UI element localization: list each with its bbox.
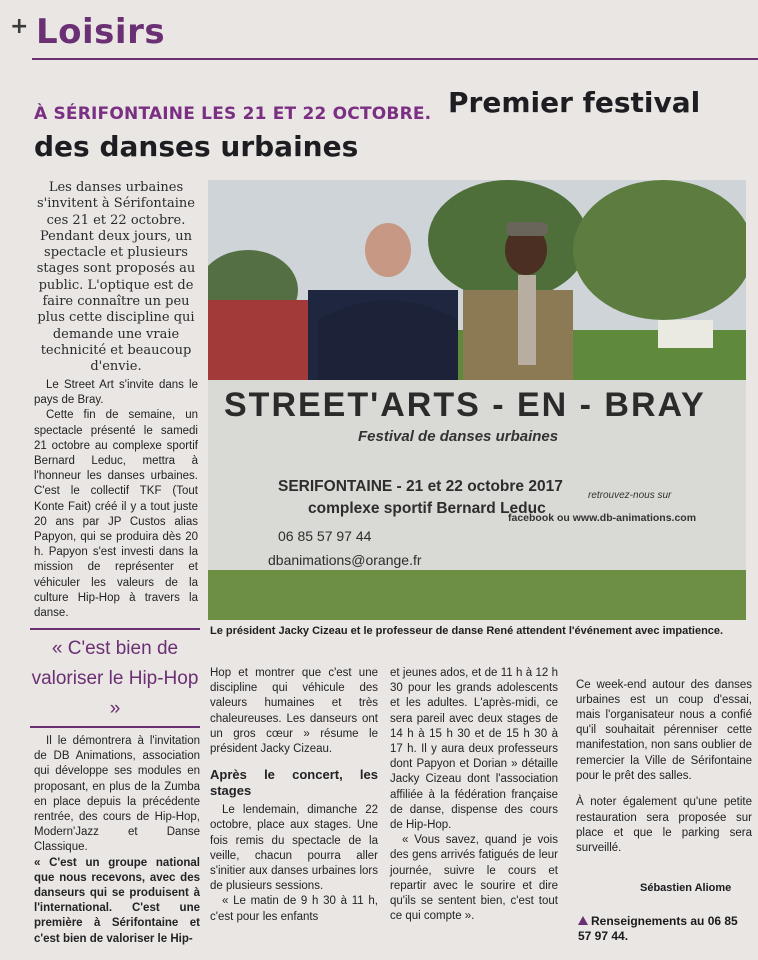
banner-phone: 06 85 57 97 44 (278, 528, 372, 544)
kicker: À SÉRIFONTAINE LES 21 ET 22 OCTOBRE. (34, 104, 432, 124)
banner-title: STREET'ARTS - EN - BRAY (224, 386, 706, 424)
banner-web-2: facebook ou www.db-animations.com (508, 512, 697, 524)
byline: Sébastien Aliome (640, 882, 732, 894)
banner-line-2: complexe sportif Bernard Leduc (308, 500, 546, 517)
column-2 (210, 666, 378, 925)
lead-paragraph: Les danses urbaines s'invitent à Sérifontaine ces 21 et 22 octobre. Pendant deux jours, un spectacle et plusieurs stages sont proposés au public. L'optique est de faire connaître un peu plus cette discipline qui demande une vraie technicité et beaucoup d'envie. (36, 180, 196, 375)
info-line (578, 914, 754, 944)
paragraph: Hop et montrer que c'est une discipline qui véhicule des valeurs humaines et très chaleureuses. Les danseurs ont un gros cœur » résume le président Jacky Cizeau. (210, 667, 378, 756)
paragraph: et jeunes ados, et de 11 h à 12 h 30 pour les grands adolescents et les adultes. L'après-midi, ce sera pareil avec deux stages de 14 h à 15 h 30 et de 15 h 30 à 17 h. Il y aura deux professeurs dont Papyon et Dorian » détaille Jacky Cizeau dont l'association affiliée à la fédération française de danse, dispense des cours de Hip-Hop. (390, 667, 558, 832)
section-plus: + (10, 14, 29, 39)
paragraph: Le lendemain, dimanche 22 octobre, place aux stages. Une fois remis du spectacle de la veille, chacun pourra aller s'initier aux danses urbaines lors de plusieurs sessions. (210, 804, 378, 893)
section-rule (32, 58, 758, 60)
banner-email: dbanimations@orange.fr (268, 552, 422, 568)
headline-line-1: Premier festival (448, 86, 701, 119)
paragraph: « Le matin de 9 h 30 à 11 h, c'est pour les enfants (210, 895, 378, 923)
section-title: Loisirs (36, 12, 166, 52)
paragraph: À noter également qu'une petite restauration sera proposée sur place et que le parking sera surveillé. (576, 796, 752, 855)
article-photo (208, 180, 746, 620)
info-text: Renseignements au 06 85 57 97 44. (578, 914, 738, 943)
paragraph: Il le démontrera à l'invitation de DB Animations, association qui développe ses modules en proposant, en plus de la Zumba en place depuis la précédente rentrée, des cours de Hip-Hop, Modern'Jazz et Danse Classique. (34, 735, 200, 854)
triangle-icon (578, 916, 588, 925)
paragraph: Cette fin de semaine, un spectacle présenté le samedi 21 octobre au complexe sportif Bernard Leduc, mettra à l'honneur les danses urbaines. C'est le collectif TKF (Tout Konte Fait) créé il y a tout juste 20 ans par JP Custos alias Papyon, qui se produira dès 20 h. Papyon s'est investi dans la mission de représenter et véhiculer les valeurs de la culture Hip-Hop à travers la danse. (34, 409, 198, 620)
subheading: Après le concert, les stages (210, 767, 378, 799)
column-1-top (34, 378, 198, 621)
column-4 (576, 666, 752, 868)
paragraph-bold: « C'est un groupe national que nous recevons, avec des danseurs qui se produisent à l'international. C'est une première à Sérifontaine et c'est bien de valoriser le Hip- (34, 856, 200, 945)
banner-line-1: SERIFONTAINE - 21 et 22 octobre 2017 (278, 478, 563, 495)
paragraph: Ce week-end autour des danses urbaines est un coup d'essai, mais l'organisateur nous a confié qu'il souhaitait pérenniser cette manifestation, non sans oublier de remercier la Ville de Sérifontaine pour le prêt des salles. (576, 678, 752, 782)
paragraph: « Vous savez, quand je vois des gens arrivés fatigués de leur journée, suivre le cours et repartir avec le sourire et dire qu'ils se sentent bien, c'est tout ce qui compte ». (390, 834, 558, 923)
headline-line-2: des danses urbaines (34, 130, 359, 163)
banner-subtitle: Festival de danses urbaines (358, 428, 559, 445)
photo-caption: Le président Jacky Cizeau et le professeur de danse René attendent l'événement avec impatience. (210, 625, 724, 637)
column-1-bottom (34, 734, 200, 947)
banner-web-1: retrouvez-nous sur (588, 490, 672, 501)
paragraph: Le Street Art s'invite dans le pays de Bray. (34, 379, 198, 407)
column-3 (390, 666, 558, 924)
pull-quote: « C'est bien de valoriser le Hip-Hop » (31, 638, 199, 719)
